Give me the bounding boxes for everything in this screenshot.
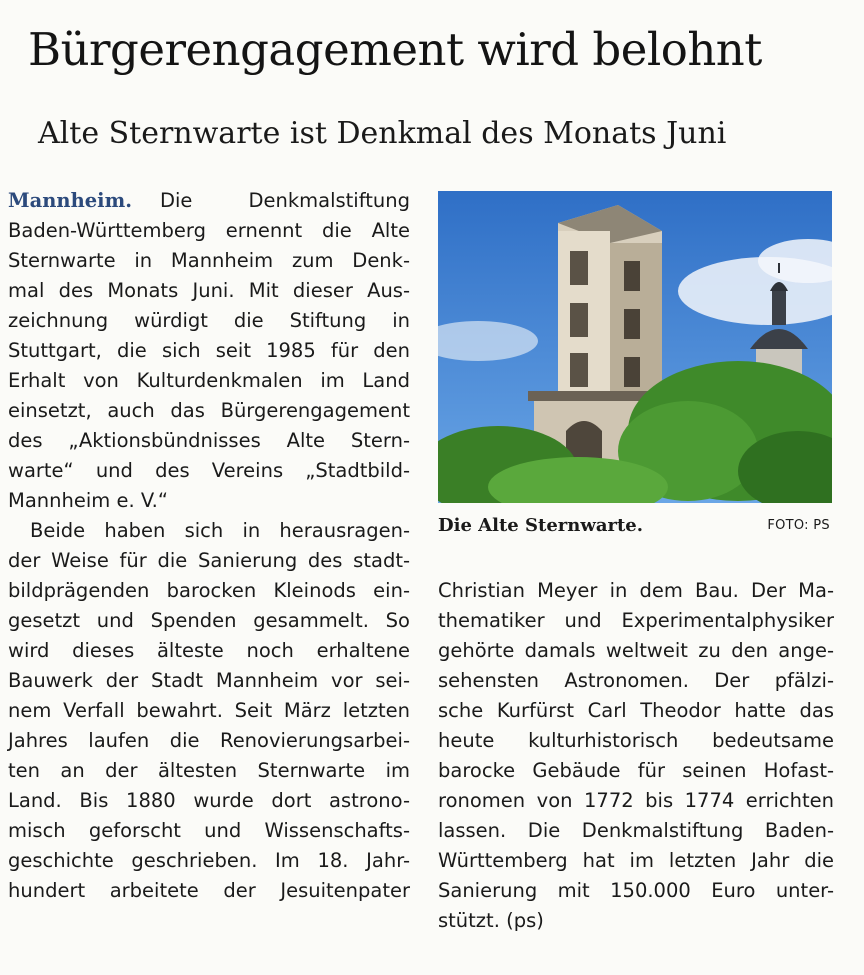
observatory-tower-photo (438, 191, 832, 503)
text-line: mal des Monats Juni. Mit dieser Aus- (8, 279, 410, 302)
article-column-left (8, 186, 410, 906)
text-line: hundert arbeitete der Jesuitenpater (8, 879, 410, 902)
text-line: sehensten Astronomen. Der pfälzi- (438, 669, 834, 692)
text-line: bildprägenden barocken Kleinods ein- (8, 579, 410, 602)
text-line: Land. Bis 1880 wurde dort astrono- (8, 789, 410, 812)
text-line: sche Kurfürst Carl Theodor hatte das (438, 699, 834, 722)
text-line: warte“ und des Vereins „Stadtbild- (8, 459, 410, 482)
photo-credit: FOTO: PS (767, 518, 830, 533)
text-line: zeichnung würdigt die Stiftung in (8, 309, 410, 332)
text-line: stützt. (ps) (438, 909, 544, 932)
text-line: heute kulturhistorisch bedeutsame (438, 729, 834, 752)
text-line: thematiker und Experimentalphysiker (438, 609, 834, 632)
text-line: Christian Meyer in dem Bau. Der Ma- (438, 579, 834, 602)
text-line: Baden-Württemberg ernennt die Alte (8, 219, 410, 242)
text-line: Sternwarte in Mannheim zum Denk- (8, 249, 410, 272)
text-line: Sanierung mit 150.000 Euro unter- (438, 879, 834, 902)
text-line: Beide haben sich in herausragen- (30, 519, 410, 542)
text-line: Mannheim. Die Denkmalstiftung (8, 189, 410, 212)
headline: Bürgerengagement wird belohnt (28, 23, 762, 76)
subheadline: Alte Sternwarte ist Denkmal des Monats Juni (38, 116, 727, 151)
text-line: Erhalt von Kulturdenkmalen im Land (8, 369, 410, 392)
text-line: wird dieses älteste noch erhaltene (8, 639, 410, 662)
text-line: des „Aktionsbündnisses Alte Stern- (8, 429, 410, 452)
text-line: ten an der ältesten Sternwarte im (8, 759, 410, 782)
text-line: gehörte damals weltweit zu den ange- (438, 639, 834, 662)
text-line: gesetzt und Spenden gesammelt. So (8, 609, 410, 632)
text-line: Mannheim e. V.“ (8, 489, 168, 512)
photo-caption (438, 512, 832, 540)
text-line: Bauwerk der Stadt Mannheim vor sei- (8, 669, 410, 692)
caption-text: Die Alte Sternwarte. (438, 515, 644, 536)
observatory-illustration (438, 191, 832, 503)
text-line: einsetzt, auch das Bürgerengagement (8, 399, 410, 422)
text-line: geschichte geschrieben. Im 18. Jahr- (8, 849, 410, 872)
article-column-right (438, 576, 834, 936)
text-line: Württemberg hat im letzten Jahr die (438, 849, 834, 872)
dateline: Mannheim. (8, 189, 132, 212)
text-line: misch geforscht und Wissenschafts- (8, 819, 410, 842)
text-line: nem Verfall bewahrt. Seit März letzten (8, 699, 410, 722)
text-line: der Weise für die Sanierung des stadt- (8, 549, 410, 572)
text-line: Stuttgart, die sich seit 1985 für den (8, 339, 410, 362)
text-line: lassen. Die Denkmalstiftung Baden- (438, 819, 834, 842)
text-line: Jahres laufen die Renovierungsarbei- (8, 729, 410, 752)
text-line: barocke Gebäude für seinen Hofast- (438, 759, 834, 782)
text-line: ronomen von 1772 bis 1774 errichten (438, 789, 834, 812)
